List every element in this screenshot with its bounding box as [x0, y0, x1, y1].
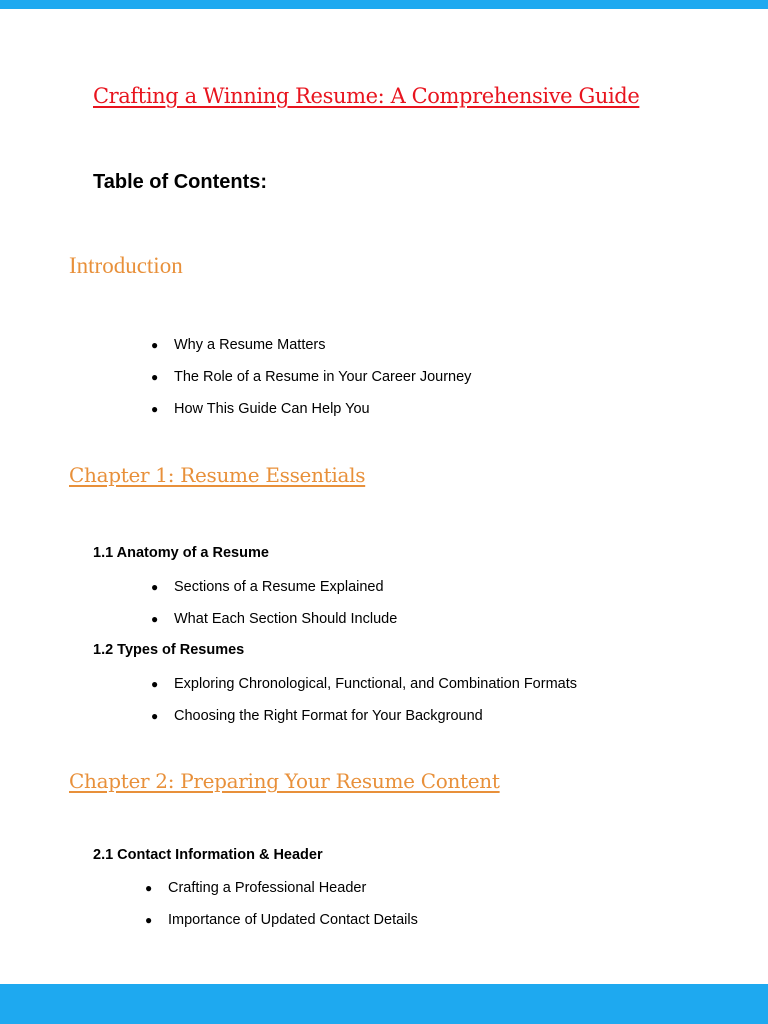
bullet-icon: ● — [151, 402, 159, 416]
bullet-icon: ● — [145, 913, 153, 927]
bullet-icon: ● — [151, 580, 159, 594]
list-item-text: The Role of a Resume in Your Career Journey — [174, 369, 472, 385]
section-1-2-heading: 1.2 Types of Resumes — [93, 642, 245, 658]
section-2-1-heading: 2.1 Contact Information & Header — [93, 847, 323, 863]
introduction-heading: Introduction — [69, 253, 183, 278]
bullet-icon: ● — [145, 881, 153, 895]
list-item-text: What Each Section Should Include — [174, 611, 398, 627]
bullet-icon: ● — [151, 677, 159, 691]
chapter-1-heading: Chapter 1: Resume Essentials — [69, 463, 366, 487]
bullet-icon: ● — [151, 338, 159, 352]
bottom-accent-bar — [0, 984, 768, 1024]
table-of-contents-heading: Table of Contents: — [93, 171, 268, 193]
chapter-2-heading: Chapter 2: Preparing Your Resume Content — [69, 769, 500, 793]
list-item-text: Sections of a Resume Explained — [174, 579, 384, 595]
section-1-1-heading: 1.1 Anatomy of a Resume — [93, 545, 269, 561]
list-item-text: Crafting a Professional Header — [168, 880, 367, 896]
bullet-icon: ● — [151, 612, 159, 626]
list-item-text: Why a Resume Matters — [174, 337, 326, 353]
top-accent-bar — [0, 0, 768, 9]
list-item-text: Importance of Updated Contact Details — [168, 912, 418, 928]
document-title: Crafting a Winning Resume: A Comprehensive Guide — [93, 84, 640, 108]
bullet-icon: ● — [151, 709, 159, 723]
list-item-text: How This Guide Can Help You — [174, 401, 370, 417]
bullet-icon: ● — [151, 370, 159, 384]
list-item-text: Exploring Chronological, Functional, and Combination Formats — [174, 676, 577, 692]
list-item-text: Choosing the Right Format for Your Background — [174, 708, 483, 724]
